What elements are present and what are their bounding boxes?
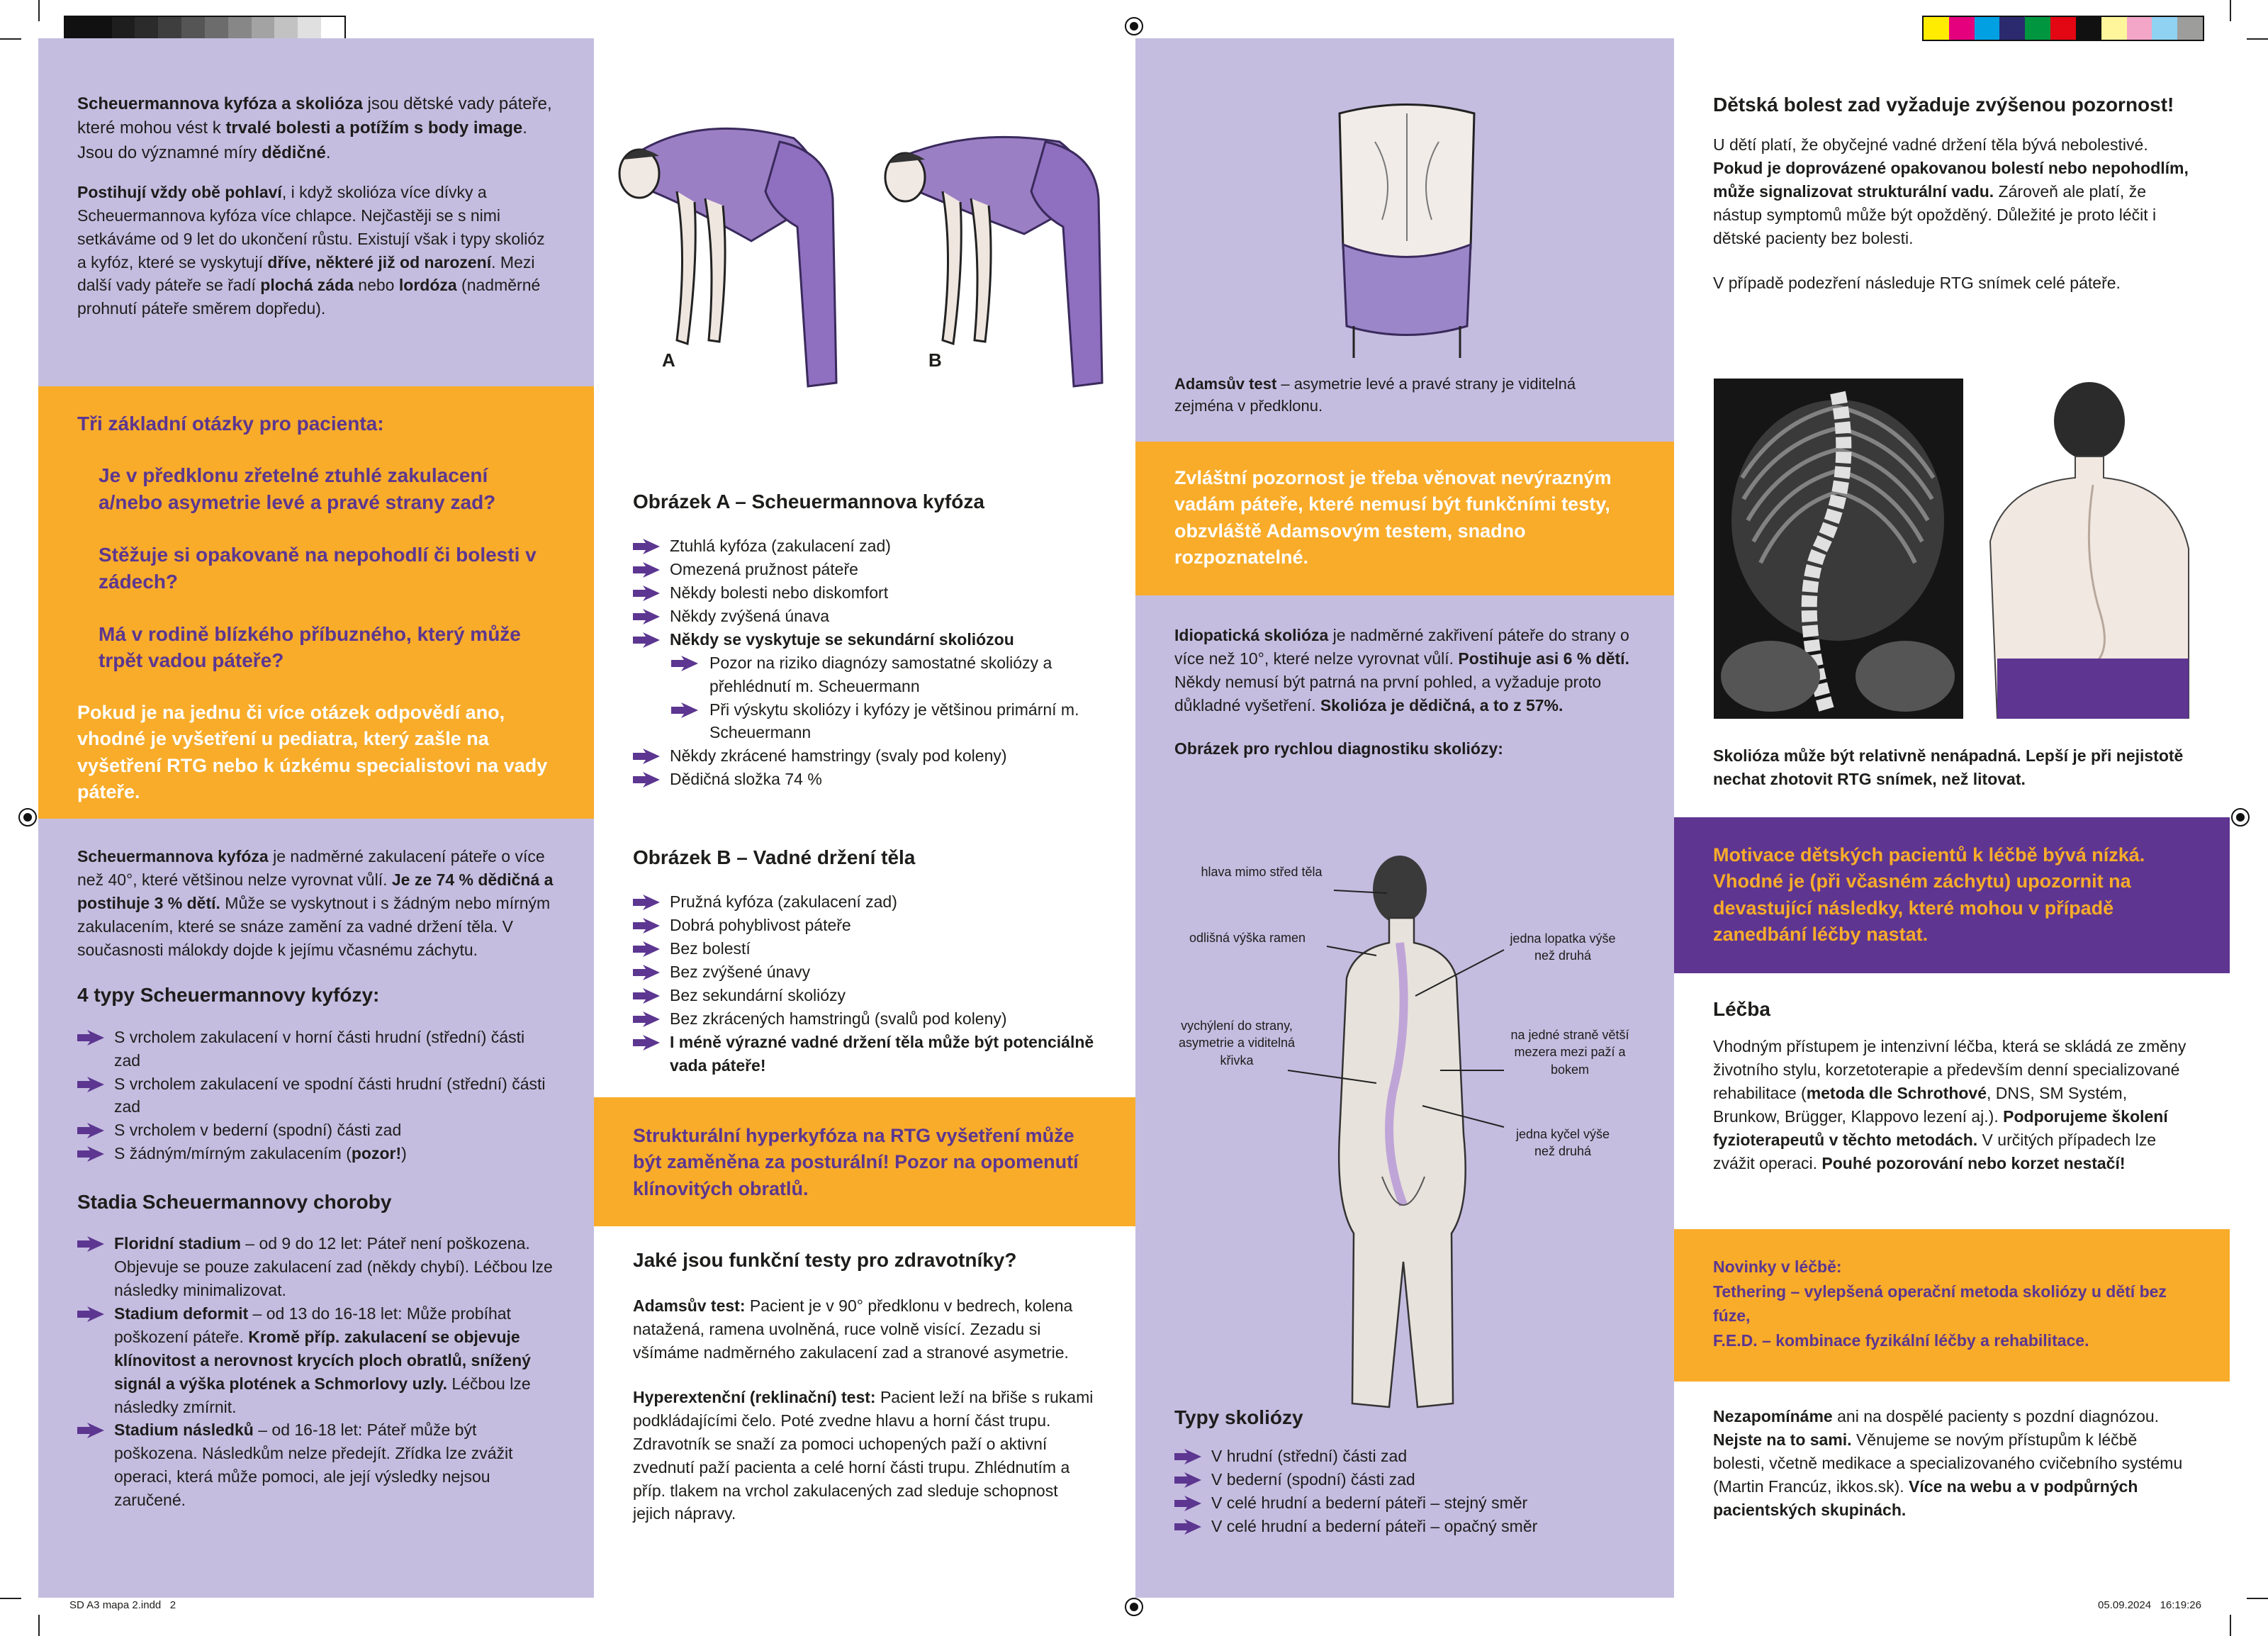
list-item: Pružná kyfóza (zakulacení zad) [633, 890, 1096, 914]
adams-test-text: Adamsův test: Pacient je v 90° předklonu v bedrech, kolena natažená, ramena uvolněná, ruce volně visící. Zezadu si všímáme nadměrného zakulacení zad a stranové asymetrie. [633, 1296, 1073, 1362]
kyfoza-types-title: 4 typy Scheuermannovy kyfózy: [77, 984, 380, 1007]
list-item: Omezená pružnost páteře [633, 558, 1096, 581]
list-item: V bederní (spodní) části zad [1174, 1468, 1635, 1491]
arrow-bullet-icon [671, 656, 698, 671]
kyfoza-types-list [77, 1026, 555, 1165]
arrow-bullet-icon [671, 702, 698, 718]
spine-xray-image [1714, 379, 1963, 719]
functional-tests-block [594, 1248, 1135, 1541]
adams-caption: Adamsův test – asymetrie levé a pravé strany je viditelná zejména v předklonu. [1174, 375, 1576, 415]
registration-mark-bottom [1125, 1598, 1143, 1616]
figure-bent-person-b [875, 85, 1130, 397]
list-item: Někdy zkrácené hamstringy (svaly pod koleny) [633, 744, 1096, 768]
list-item: Ztuhlá kyfóza (zakulacení zad) [633, 534, 1096, 558]
arrow-bullet-icon [633, 1035, 660, 1050]
figure-a-list [633, 534, 1096, 791]
list-item: V celé hrudní a bederní páteři – stejný směr [1174, 1491, 1635, 1515]
arrow-bullet-icon [633, 965, 660, 980]
crop-mark [2230, 1615, 2231, 1636]
label-hip-height: jedna kyčel výše než druhá [1515, 1127, 1610, 1159]
col1-intro [38, 92, 594, 336]
scoliosis-types-list [1174, 1445, 1635, 1538]
treatment-paragraph: Vhodným přístupem je intenzivní léčba, která se skládá ze změny životního stylu, korzetoterapie a především denní specializované rehabilitace (metoda dle Schrothové, DNS, SM Systém, Brunkow, Brügger, Klappovo lezení aj.). Podporujeme školení fyzioterapeutů v těchto metodách. V určitých případech lze zvážit operaci. Pouhé pozorování nebo korzet nestačí! [1713, 1037, 2186, 1172]
list-item: Někdy se vyskytuje se sekundární skoliózou [633, 628, 1096, 651]
news-item-tethering: Tethering – vylepšená operační metoda skoliózy u dětí bez fúze, [1713, 1282, 2167, 1325]
intro-paragraph-2: Postihují vždy obě pohlaví, i když skolióza více dívky a Scheuermannova kyfóza více chlapce. Nejčastěji se s nimi setkáváme od 9 let do ukončení růstu. Existují však i typy skolióz a kyfóz, které se vyskytují dříve, některé již od narození. Mezi další vady páteře se řadí plochá záda nebo lordóza (nadměrné prohnutí páteře směrem dopředu). [77, 182, 545, 318]
list-item: Floridní stadium – od 9 do 12 let: Páteř není poškozena. Objevuje se pouze zakulacení zad (někdy chybí). Léčbou lze následky minimalizovat. [77, 1232, 555, 1302]
arrow-bullet-icon [633, 632, 660, 648]
crop-mark [38, 1615, 40, 1636]
stages-title: Stadia Scheuermannovy choroby [77, 1191, 392, 1214]
news-title: Novinky v léčbě: [1713, 1257, 1842, 1276]
questions-note: Pokud je na jednu či více otázek odpovědí ano, vhodné je vyšetření u pediatra, který zašle na vyšetření RTG nebo k úzkému specialistovi na vady páteře. [77, 702, 548, 802]
list-item: Bez zkrácených hamstringů (svalů pod koleny) [633, 1007, 1096, 1031]
kyfoza-paragraph: Scheuermannova kyfóza je nadměrné zakulacení páteře o více než 40°, které většinou nelze vyrovnat vůlí. Je ze 74 % dědičná a postihuje 3 % dětí. Může se vyskytnout i s žádným nebo mírným zakulacením, které se snáze zamění za vadné držení těla. V současnosti málokdy dojde k jejímu včasnému záchytu. [77, 847, 554, 959]
figure-label-b: B [928, 349, 942, 371]
arrow-bullet-icon [633, 895, 660, 910]
arrow-bullet-icon [1174, 1449, 1201, 1464]
arrow-bullet-icon [633, 988, 660, 1004]
arrow-bullet-icon [633, 1012, 660, 1027]
figure-label-a: A [662, 349, 675, 371]
treatment-block [1674, 997, 2230, 1191]
idiopathic-block [1135, 624, 1674, 760]
list-item: Bez bolestí [633, 937, 1096, 960]
arrow-bullet-icon [1174, 1519, 1201, 1535]
adams-test-illustration [1332, 99, 1481, 358]
list-item: Při výskytu skoliózy i kyfózy je většinou primární m. Scheuermann [633, 698, 1096, 745]
question-item: 3. Má v rodině blízkého příbuzného, který může trpět vadou páteře? [77, 622, 521, 672]
label-shoulder-blade: jedna lopatka výše než druhá [1510, 931, 1616, 963]
label-lateral-curve: vychýlení do strany, asymetrie a viditelná křivka [1178, 1019, 1296, 1068]
crop-mark [0, 38, 21, 40]
xray-recommendation: V případě podezření následuje RTG snímek celé páteře. [1713, 273, 2121, 292]
diagnostic-leader-lines [1135, 851, 1674, 1148]
label-shoulder-height: odlišná výška ramen [1189, 931, 1306, 945]
scoliosis-back-photo [1976, 379, 2200, 719]
list-item: Pozor na riziko diagnózy samostatné skoliózy a přehlédnutí m. Scheuermann [633, 651, 1096, 698]
idiopathic-paragraph: Idiopatická skolióza je nadměrné zakřivení páteře do strany o více než 10°, které nelze vyrovnat vůlí. Postihuje asi 6 % dětí. Někdy nemusí být patrná na první pohled, a vyžaduje proto důkladné vyšetření. Skolióza je dědičná, a to z 57%. [1174, 626, 1629, 715]
motivation-text: Motivace dětských pacientů k léčbě bývá nízká. Vhodné je (při včasném záchytu) upozornit na devastující následky, které mohou v případě zanedbání léčby nastat. [1713, 844, 2145, 945]
list-item: I méně výrazné vadné držení těla může být potenciálně vada páteře! [633, 1031, 1096, 1077]
crop-mark [0, 1598, 21, 1599]
news-block [1674, 1255, 2230, 1352]
crop-mark [38, 0, 40, 21]
registration-mark-left [18, 808, 37, 827]
crop-mark [2247, 1598, 2268, 1599]
arrow-bullet-icon [77, 1306, 104, 1322]
question-item: 2. Stěžuje si opakovaně na nepohodlí či bolesti v zádech? [77, 543, 537, 593]
list-item: Dědičná složka 74 % [633, 768, 1096, 791]
figure-b-block [594, 845, 1135, 1077]
figure-b-list [633, 890, 1096, 1077]
arrow-bullet-icon [633, 609, 660, 624]
stages-list [77, 1232, 555, 1512]
footer-timestamp: 05.09.2024 16:19:26 [2098, 1599, 2201, 1611]
list-item: Někdy bolesti nebo diskomfort [633, 581, 1096, 605]
crop-mark [2247, 38, 2268, 40]
arrow-bullet-icon [633, 562, 660, 578]
cmyk-color-bar [1922, 16, 2204, 41]
label-head-off-center: hlava mimo střed těla [1201, 865, 1323, 879]
attention-text: Zvláštní pozornost je třeba věnovat nevýrazným vadám páteře, které nemusí být funkčními testy, obzvláště Adamsovým testem, snadno rozpoznatelné. [1174, 467, 1612, 568]
arrow-bullet-icon [633, 918, 660, 934]
arrow-bullet-icon [633, 941, 660, 957]
hyperextension-test-text: Hyperextenční (reklinační) test: Pacient leží na břiše s rukami podkládajícími čelo. Poté zvedne hlavu a horní část trupu. Zdravotník se snaží za pomoci uchopených paží o aktivní zvednutí paží pacienta a celé horní části trupu. Zhlédnutím a příp. tlakem na vrchol zakulacených zad sleduje schopnost jejich nápravy. [633, 1388, 1094, 1523]
list-item: S vrcholem zakulacení v horní části hrudní (střední) části zad [77, 1026, 555, 1072]
list-item: Bez zvýšené únavy [633, 960, 1096, 984]
list-item: Dobrá pohyblivost páteře [633, 914, 1096, 937]
arrow-bullet-icon [633, 539, 660, 554]
label-arm-gap: na jedné straně větší mezera mezi paží a bokem [1510, 1028, 1629, 1077]
questions-block [38, 411, 594, 805]
list-item: S vrcholem v bederní (spodní) části zad [77, 1119, 555, 1142]
child-pain-paragraph: U dětí platí, že obyčejné vadné držení těla bývá nebolestivé. Pokud je doprovázené opakovanou bolestí nebo nepohodlím, může signalizovat strukturální vadu. Zároveň ale platí, že nástup symptomů může být opožděný. Důležité je proto léčit i dětské pacienty bez bolesti. [1713, 135, 2189, 247]
figure-bent-person-a [610, 85, 865, 397]
list-item: S žádným/mírným zakulacením (pozor!) [77, 1142, 555, 1165]
child-pain-title: Dětská bolest zad vyžaduje zvýšenou pozornost! [1713, 94, 2174, 116]
figure-a-title: Obrázek A – Scheuermannova kyfóza [633, 491, 984, 512]
registration-mark-right [2231, 808, 2250, 827]
list-item: S vrcholem zakulacení ve spodní části hrudní (střední) části zad [77, 1072, 555, 1119]
figure-a-block [594, 489, 1135, 791]
arrow-bullet-icon [1174, 1496, 1201, 1511]
xray-caption: Skolióza může být relativně nenápadná. Lepší je při nejistotě nechat zhotovit RTG snímek, než litovat. [1713, 746, 2184, 788]
list-item: V hrudní (střední) části zad [1174, 1445, 1635, 1468]
figure-b-title: Obrázek B – Vadné držení těla [633, 846, 916, 868]
list-item: Stadium následků – od 16-18 let: Páteř může být poškozena. Následkům nelze předejít. Zřídka lze zvážit operaci, která může pomoci, ale její výsledky nejsou zaručené. [77, 1418, 555, 1512]
scoliosis-types-title: Typy skoliózy [1174, 1406, 1303, 1428]
registration-mark-top [1125, 17, 1143, 35]
arrow-bullet-icon [633, 772, 660, 788]
hyperkyphosis-warning: Strukturální hyperkyfóza na RTG vyšetření může být zaměněna za posturální! Pozor na opomenutí klínovitých obratlů. [633, 1125, 1079, 1199]
list-item: V celé hrudní a bederní páteři – opačný směr [1174, 1515, 1635, 1538]
kyfoza-block [38, 845, 594, 1512]
functional-tests-title: Jaké jsou funkční testy pro zdravotníky? [633, 1249, 1017, 1271]
list-item: Někdy zvýšená únava [633, 605, 1096, 628]
arrow-bullet-icon [77, 1423, 104, 1438]
arrow-bullet-icon [1174, 1472, 1201, 1488]
adult-patients-paragraph: Nezapomínáme ani na dospělé pacienty s pozdní diagnózou. Nejste na to sami. Věnujeme se novým přístupům k léčbě bolesti, včetně medikace a specializovaného cvičebního systému (Martin Francúz, ikkos.sk). Více na webu a v podpůrných pacientských skupinách. [1713, 1407, 2183, 1519]
scoliosis-types-block [1135, 1405, 1674, 1538]
arrow-bullet-icon [633, 749, 660, 764]
news-item-fed: F.E.D. – kombinace fyzikální léčby a rehabilitace. [1713, 1330, 2089, 1350]
arrow-bullet-icon [633, 586, 660, 601]
diagnostic-figure-title: Obrázek pro rychlou diagnostiku skoliózy: [1174, 739, 1503, 758]
arrow-bullet-icon [77, 1236, 104, 1252]
arrow-bullet-icon [77, 1030, 104, 1046]
footer-file-name: SD A3 mapa 2.indd 2 [69, 1599, 176, 1611]
arrow-bullet-icon [77, 1146, 104, 1162]
list-item: Bez sekundární skoliózy [633, 984, 1096, 1007]
child-pain-block [1674, 92, 2230, 310]
arrow-bullet-icon [77, 1123, 104, 1138]
arrow-bullet-icon [77, 1077, 104, 1092]
questions-title: Tři základní otázky pro pacienta: [77, 413, 384, 435]
question-item: 1. Je v předklonu zřetelné ztuhlé zakulacení a/nebo asymetrie levé a pravé strany zad? [77, 464, 496, 514]
treatment-title: Léčba [1713, 998, 1770, 1020]
list-item: Stadium deformit – od 13 do 16-18 let: Může probíhat poškození páteře. Kromě příp. zakulacení se objevuje klínovitost a nerovnost krycích ploch obratlů, snížený signál a výška plotének a Schmorlovy uzly. Léčbou lze následky zmírnit. [77, 1302, 555, 1418]
grayscale-color-bar [64, 16, 346, 41]
intro-paragraph: Scheuermannova kyfóza a skolióza jsou dětské vady páteře, které mohou vést k trvalé bolesti a potížím s body image. Jsou do významné míry dědičné. [77, 94, 552, 162]
crop-mark [2230, 0, 2231, 21]
